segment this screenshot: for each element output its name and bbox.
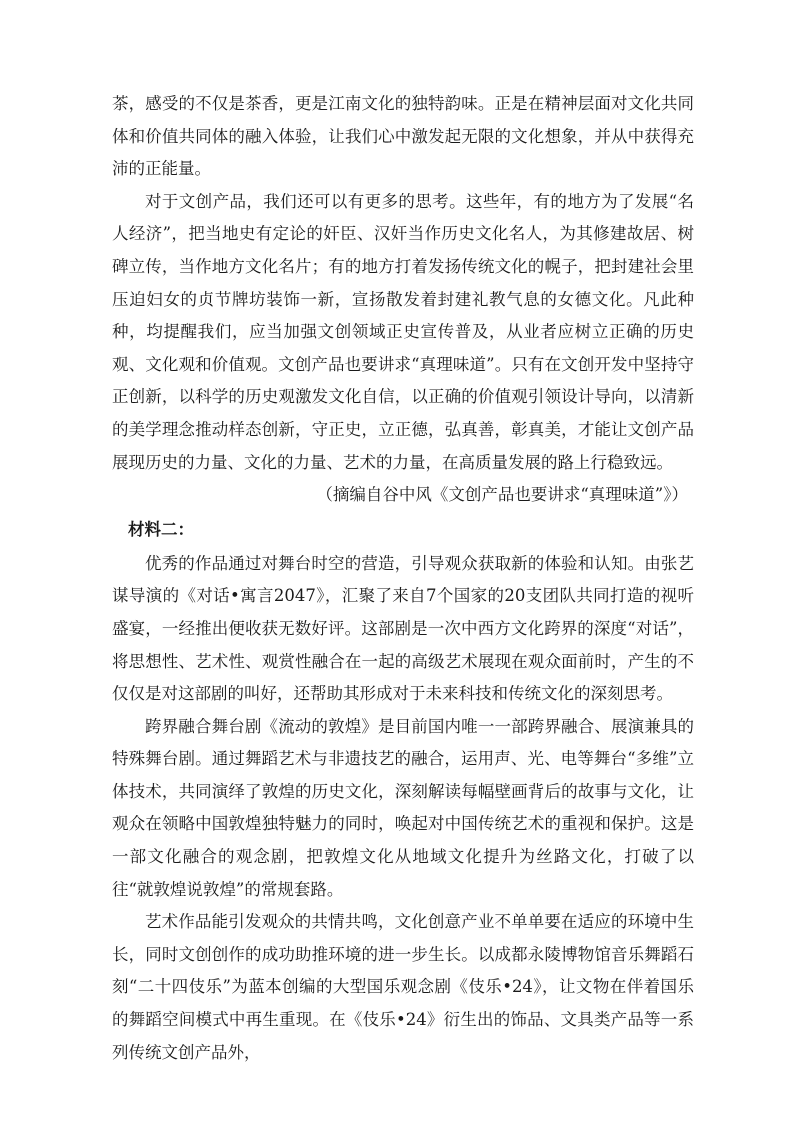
paragraph-cultural-products: 对于文创产品，我们还可以有更多的思考。这些年，有的地方为了发展“名人经济”，把当地史有定论的奸臣、汉奸当作历史文化名人，为其修建故居、树碑立传，当作地方文化名片；有的地方打着发扬传统文化的幌子，把封建社会里压迫妇女的贞节牌坊装饰一新，宣扬散发着封建礼教气息的女德文化。凡此种种，均提醒我们，应当加强文创领域正史宣传普及，从业者应树立正确的历史观、文化观和价值观。文创产品也要讲求“真理味道”。只有在文创开发中坚持守正创新，以科学的历史观激发文化自信，以正确的价值观引领设计导向，以清新的美学理念推动样态创新，守正史，立正德，弘真善，彰真美，才能让文创产品展现历史的力量、文化的力量、艺术的力量，在高质量发展的路上行稳致远。 (112, 191, 694, 472)
material-two-heading: 材料二： (128, 519, 194, 539)
document-page (112, 88, 694, 1069)
paragraph-dialogue-fable: 优秀的作品通过对舞台时空的营造，引导观众获取新的体验和认知。由张艺谋导演的《对话•寓言2047》，汇聚了来自7个国家的20支团队共同打造的视听盛宴，一经推出便收获无数好评。这部剧是一次中西方文化跨界的深度“对话”，将思想性、艺术性、观赏性融合在一起的高级艺术展现在观众面前时，产生的不仅仅是对这部剧的叫好，还帮助其形成对于未来科技和传统文化的深刻思考。 (112, 553, 694, 704)
source-citation: （摘编自谷中风《文创产品也要讲求“真理味道”》） (316, 485, 688, 505)
paragraph-continuation: 茶，感受的不仅是茶香，更是江南文化的独特韵味。正是在精神层面对文化共同体和价值共同体的融入体验，让我们心中激发起无限的文化想象，并从中获得充沛的正能量。 (112, 94, 694, 179)
paragraph-jiyue-24: 艺术作品能引发观众的共情共鸣，文化创意产业不单单要在适应的环境中生长，同时文创创作的成功助推环境的进一步生长。以成都永陵博物馆音乐舞蹈石刻“二十四伎乐”为蓝本创编的大型国乐观念剧《伎乐•24》，让文物在伴着国乐的舞蹈空间模式中再生重现。在《伎乐•24》衍生出的饰品、文具类产品等一系列传统文创产品外， (112, 912, 694, 1062)
paragraph-flowing-dunhuang: 跨界融合舞台剧《流动的敦煌》是目前国内唯一一部跨界融合、展演兼具的特殊舞台剧。通过舞蹈艺术与非遗技艺的融合，运用声、光、电等舞台“多维”立体技术，共同演绎了敦煌的历史文化，深刻解读每幅壁画背后的故事与文化，让观众在领略中国敦煌独特魅力的同时，唤起对中国传统艺术的重视和保护。这是一部文化融合的观念剧，把敦煌文化从地域文化提升为丝路文化，打破了以往“就敦煌说敦煌”的常规套路。 (112, 716, 694, 899)
